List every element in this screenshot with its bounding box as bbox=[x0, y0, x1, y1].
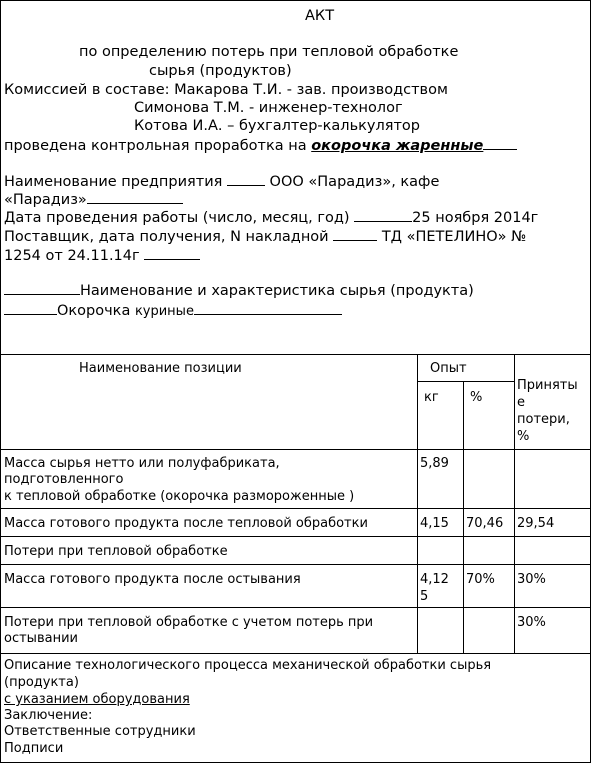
supplier-label: Поставщик, дата получения, N накладной bbox=[4, 229, 334, 245]
row-4-accepted: 30% bbox=[517, 572, 546, 587]
enterprise-value: ООО «Парадиз», кафе bbox=[264, 174, 440, 190]
raw-material-name-line bbox=[4, 300, 342, 321]
enterprise-label: Наименование предприятия bbox=[4, 174, 223, 190]
supplier-blank-line-2 bbox=[144, 245, 200, 260]
supplier-line bbox=[4, 226, 526, 247]
raw-material-label: Наименование и характеристика сырья (продукта) bbox=[80, 283, 474, 299]
table-header-pct: % bbox=[470, 390, 483, 405]
column-divider-accepted bbox=[514, 354, 515, 653]
table-header-name: Наименование позиции bbox=[79, 361, 242, 376]
raw-material-line bbox=[4, 280, 474, 301]
control-check-text: проведена контрольная проработка на bbox=[4, 138, 312, 154]
table-header-kg: кг bbox=[424, 390, 439, 405]
enterprise-value-2: «Парадиз» bbox=[4, 192, 87, 208]
row-2-kg: 4,15 bbox=[420, 516, 449, 531]
commission-member-2: Симонова Т.М. - инженер-технолог bbox=[134, 100, 403, 116]
row-2-bottom-border bbox=[1, 536, 590, 537]
enterprise-blank-line bbox=[227, 171, 265, 186]
description-line-2: (продукта) bbox=[4, 675, 79, 690]
signatures-label: Подписи bbox=[4, 741, 64, 756]
row-4-bottom-border bbox=[1, 607, 590, 608]
conclusion-label: Заключение: bbox=[4, 708, 93, 723]
row-1-kg: 5,89 bbox=[420, 456, 449, 471]
row-4-pct: 70% bbox=[466, 572, 495, 587]
dish-blank-line bbox=[483, 135, 517, 150]
row-1-name-line-1: Масса сырья нетто или полуфабриката, bbox=[4, 456, 280, 471]
supplier-value: ТД «ПЕТЕЛИНО» № bbox=[377, 229, 527, 245]
work-date-blank-line bbox=[354, 207, 412, 222]
work-date-line bbox=[4, 207, 538, 228]
work-date-label: Дата проведения работы (число, месяц, год) bbox=[4, 210, 355, 226]
row-1-name-line-2: подготовленного bbox=[4, 472, 124, 487]
table-header-accepted-1: Приняты bbox=[517, 378, 578, 393]
table-header-accepted-4: % bbox=[517, 429, 530, 444]
row-1-bottom-border bbox=[1, 508, 590, 509]
raw-material-name-small: куриные bbox=[134, 304, 194, 319]
table-header-accepted-2: е bbox=[517, 395, 525, 410]
commission-intro: Комиссией в составе: Макарова Т.И. - зав. производством bbox=[4, 82, 448, 98]
document-subtitle-line2: сырья (продуктов) bbox=[149, 63, 292, 79]
raw-material-name: Окорочка bbox=[57, 303, 135, 319]
row-5-name-line-2: остывании bbox=[4, 631, 78, 646]
responsible-staff-label: Ответственные сотрудники bbox=[4, 724, 196, 739]
row-1-name-line-3: к тепловой обработке (окорочка размороженные ) bbox=[4, 489, 355, 504]
row-5-accepted: 30% bbox=[517, 615, 546, 630]
raw-material-name-blank-left bbox=[4, 300, 57, 315]
row-2-name: Масса готового продукта после тепловой обработки bbox=[4, 516, 368, 531]
table-header-accepted-3: потери, bbox=[517, 412, 570, 427]
raw-material-name-blank-right bbox=[194, 300, 342, 315]
commission-member-3: Котова И.А. – бухгалтер-калькулятор bbox=[134, 118, 420, 134]
enterprise-blank-line-2 bbox=[87, 189, 183, 204]
description-line-1: Описание технологического процесса механической обработки сырья bbox=[4, 658, 492, 673]
row-3-bottom-border bbox=[1, 564, 590, 565]
supplier-value-2: 1254 от 24.11.14г bbox=[4, 248, 145, 264]
row-4-kg-line-1: 4,12 bbox=[420, 572, 449, 587]
table-bottom-border bbox=[1, 653, 590, 654]
raw-material-blank-line bbox=[4, 280, 80, 295]
document-subtitle-line1: по определению потерь при тепловой обработке bbox=[79, 44, 459, 60]
column-divider-pct bbox=[463, 381, 464, 653]
row-3-name: Потери при тепловой обработке bbox=[4, 544, 228, 559]
control-check-line bbox=[4, 135, 517, 156]
row-5-name-line-1: Потери при тепловой обработке с учетом потерь при bbox=[4, 615, 374, 630]
supplier-line-2 bbox=[4, 245, 200, 266]
table-header-experiment: Опыт bbox=[430, 361, 467, 376]
document-title: АКТ bbox=[305, 8, 335, 24]
table-header-bottom-border bbox=[1, 449, 590, 450]
table-top-border bbox=[1, 354, 590, 355]
row-4-kg-line-2: 5 bbox=[420, 589, 429, 604]
row-2-accepted: 29,54 bbox=[517, 516, 555, 531]
dish-name: окорочка жаренные bbox=[311, 138, 484, 154]
equipment-line: с указанием оборудования bbox=[4, 692, 190, 707]
column-divider-kg bbox=[417, 354, 418, 653]
row-2-pct: 70,46 bbox=[466, 516, 504, 531]
supplier-blank-line bbox=[333, 226, 377, 241]
experiment-subheader-border bbox=[417, 381, 514, 382]
row-4-name: Масса готового продукта после остывания bbox=[4, 572, 301, 587]
work-date-value: 25 ноября 2014г bbox=[412, 210, 539, 226]
